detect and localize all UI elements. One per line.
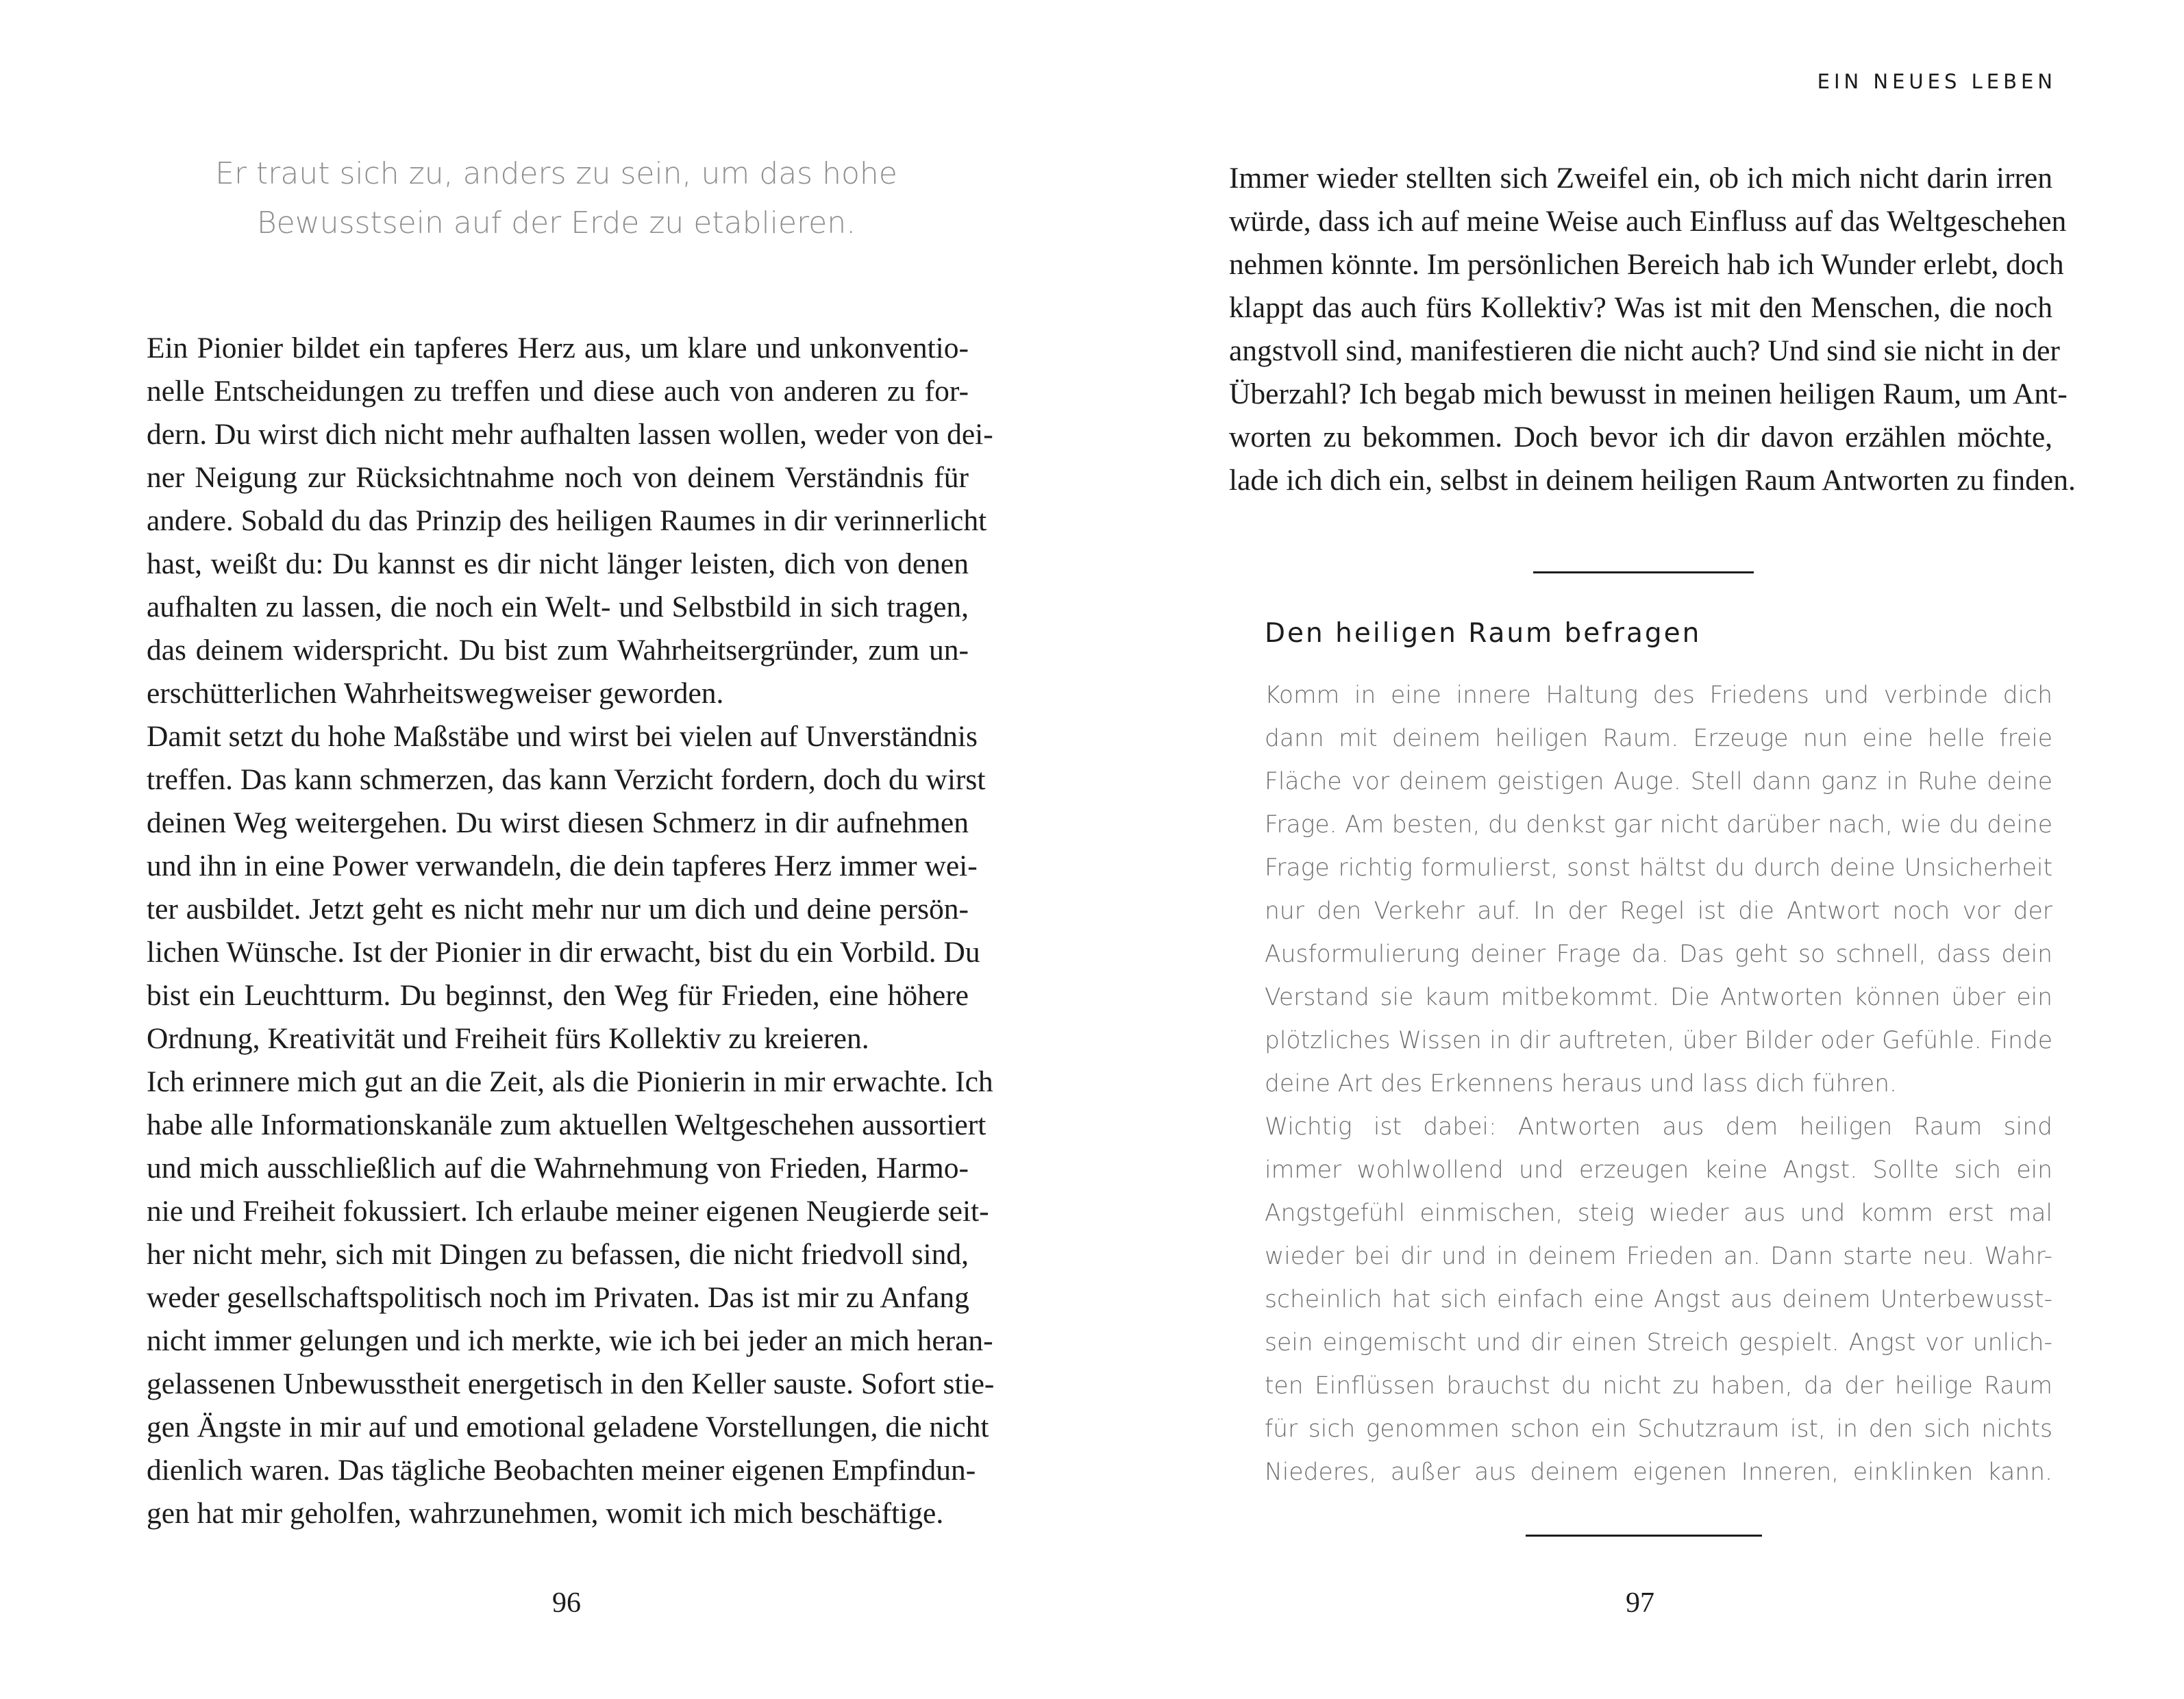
text-line: lade ich dich ein, selbst in deinem heiligen Raum Antworten zu finden. xyxy=(1229,464,2076,497)
running-header: EIN NEUES LEBEN xyxy=(1817,70,2057,93)
text-line: treffen. Das kann schmerzen, das kann Verzicht fordern, doch du wirst xyxy=(147,763,986,796)
text-line: hast, weißt du: Du kannst es dir nicht länger leisten, dich von denen xyxy=(147,547,969,580)
text-line: angstvoll sind, manifestieren die nicht auch? Und sind sie nicht in der xyxy=(1229,334,2060,367)
text-line: Frage richtig formulierst, sonst hältst du durch deine Unsicherheit xyxy=(1265,854,2052,882)
text-line: wieder bei dir und in deinem Frieden an. Dann starte neu. Wahr- xyxy=(1265,1243,2052,1270)
text-line: nicht immer gelungen und ich merkte, wie ich bei jeder an mich heran- xyxy=(147,1324,993,1357)
text-line: und ihn in eine Power verwandeln, die dein tapferes Herz immer wei- xyxy=(147,850,978,882)
text-line: deine Art des Erkennens heraus und lass dich führen. xyxy=(1265,1070,1897,1097)
text-line: Ordnung, Kreativität und Freiheit fürs Kollektiv zu kreieren. xyxy=(147,1022,869,1055)
text-line: andere. Sobald du das Prinzip des heiligen Raumes in dir verinnerlicht xyxy=(147,504,987,537)
text-line: Ausformulierung deiner Frage da. Das geht so schnell, dass dein xyxy=(1265,941,2052,968)
pull-quote xyxy=(147,149,966,248)
text-line: ter ausbildet. Jetzt geht es nicht mehr nur um dich und deine persön- xyxy=(147,893,969,926)
text-line: aufhalten zu lassen, die noch ein Welt- und Selbstbild in sich tragen, xyxy=(147,591,969,623)
text-line: Verstand sie kaum mitbekommt. Die Antworten können über ein xyxy=(1265,984,2052,1011)
text-line: Überzahl? Ich begab mich bewusst in meinen heiligen Raum, um Ant- xyxy=(1229,377,2068,410)
text-line: bist ein Leuchtturm. Du beginnst, den Weg für Frieden, eine höhere xyxy=(147,979,969,1012)
text-line: nur den Verkehr auf. In der Regel ist die Antwort noch vor der xyxy=(1265,897,2052,925)
exercise-title: Den heiligen Raum befragen xyxy=(1265,618,1702,649)
text-line: weder gesellschaftspolitisch noch im Privaten. Das ist mir zu Anfang xyxy=(147,1281,969,1314)
text-line: Ich erinnere mich gut an die Zeit, als die Pionierin in mir erwachte. Ich xyxy=(147,1065,993,1098)
text-line: gelassenen Unbewusstheit energetisch in den Keller sauste. Sofort stie- xyxy=(147,1367,995,1400)
exercise-text xyxy=(1265,674,2052,1494)
left-body-text xyxy=(147,327,995,1535)
text-line: würde, dass ich auf meine Weise auch Einfluss auf das Weltgeschehen xyxy=(1229,205,2067,238)
text-line: habe alle Informationskanäle zum aktuellen Weltgeschehen aussortiert xyxy=(147,1108,986,1141)
text-line: Komm in eine innere Haltung des Friedens und verbinde dich xyxy=(1265,682,2052,709)
text-line: ten Einflüssen brauchst du nicht zu haben, da der heilige Raum xyxy=(1265,1372,2052,1400)
text-line: das deinem widerspricht. Du bist zum Wahrheitsergründer, zum un- xyxy=(147,634,969,667)
page-number-left: 96 xyxy=(552,1587,581,1619)
pull-quote-line: Er traut sich zu, anders zu sein, um das hohe xyxy=(215,156,897,191)
text-line: gen Ängste in mir auf und emotional geladene Vorstellungen, die nicht xyxy=(147,1411,989,1443)
text-line: lichen Wünsche. Ist der Pionier in dir erwacht, bist du ein Vorbild. Du xyxy=(147,936,980,969)
section-divider xyxy=(1533,571,1754,573)
section-divider xyxy=(1526,1535,1762,1537)
text-line: scheinlich hat sich einfach eine Angst aus deinem Unterbewusst- xyxy=(1265,1286,2052,1313)
text-line: her nicht mehr, sich mit Dingen zu befassen, die nicht friedvoll sind, xyxy=(147,1238,969,1271)
text-line: Fläche vor deinem geistigen Auge. Stell dann ganz in Ruhe deine xyxy=(1265,768,2052,795)
text-line: gen hat mir geholfen, wahrzunehmen, womit ich mich beschäftige. xyxy=(147,1497,944,1530)
text-line: Ein Pionier bildet ein tapferes Herz aus, um klare und unkonventio- xyxy=(147,332,969,364)
right-body-text xyxy=(1229,157,2076,502)
text-line: plötzliches Wissen in dir auftreten, über Bilder oder Gefühle. Finde xyxy=(1265,1027,2052,1054)
text-line: worten zu bekommen. Doch bevor ich dir davon erzählen möchte, xyxy=(1229,421,2052,454)
text-line: für sich genommen schon ein Schutzraum ist, in den sich nichts xyxy=(1265,1415,2052,1443)
text-line: nehmen könnte. Im persönlichen Bereich hab ich Wunder erlebt, doch xyxy=(1229,248,2064,281)
text-line: klappt das auch fürs Kollektiv? Was ist mit den Menschen, die noch xyxy=(1229,291,2052,324)
text-line: sein eingemischt und dir einen Streich gespielt. Angst vor unlich- xyxy=(1265,1329,2052,1356)
text-line: erschütterlichen Wahrheitswegweiser geworden. xyxy=(147,677,724,710)
text-line: nie und Freiheit fokussiert. Ich erlaube meiner eigenen Neugierde seit- xyxy=(147,1195,989,1228)
text-line: und mich ausschließlich auf die Wahrnehmung von Frieden, Harmo- xyxy=(147,1152,969,1185)
text-line: Damit setzt du hohe Maßstäbe und wirst bei vielen auf Unverständnis xyxy=(147,720,978,753)
text-line: Angstgefühl einmischen, steig wieder aus und komm erst mal xyxy=(1265,1200,2052,1227)
page-number-right: 97 xyxy=(1626,1587,1654,1619)
text-line: Immer wieder stellten sich Zweifel ein, ob ich mich nicht darin irren xyxy=(1229,162,2052,195)
text-line: deinen Weg weitergehen. Du wirst diesen Schmerz in dir aufnehmen xyxy=(147,806,969,839)
text-line: Frage. Am besten, du denkst gar nicht darüber nach, wie du deine xyxy=(1265,811,2052,839)
text-line: dann mit deinem heiligen Raum. Erzeuge nun eine helle freie xyxy=(1265,725,2052,752)
text-line: dern. Du wirst dich nicht mehr aufhalten lassen wollen, weder von dei- xyxy=(147,418,993,451)
text-line: ner Neigung zur Rücksichtnahme noch von deinem Verständnis für xyxy=(147,461,969,494)
text-line: Wichtig ist dabei: Antworten aus dem heiligen Raum sind xyxy=(1265,1113,2052,1141)
text-line: dienlich waren. Das tägliche Beobachten meiner eigenen Empfindun- xyxy=(147,1454,976,1487)
pull-quote-line: Bewusstsein auf der Erde zu etablieren. xyxy=(256,206,856,240)
text-line: immer wohlwollend und erzeugen keine Angst. Sollte sich ein xyxy=(1265,1156,2052,1184)
text-line: Niederes, außer aus deinem eigenen Inneren, einklinken kann. xyxy=(1265,1459,2052,1486)
text-line: nelle Entscheidungen zu treffen und diese auch von anderen zu for- xyxy=(147,375,969,408)
